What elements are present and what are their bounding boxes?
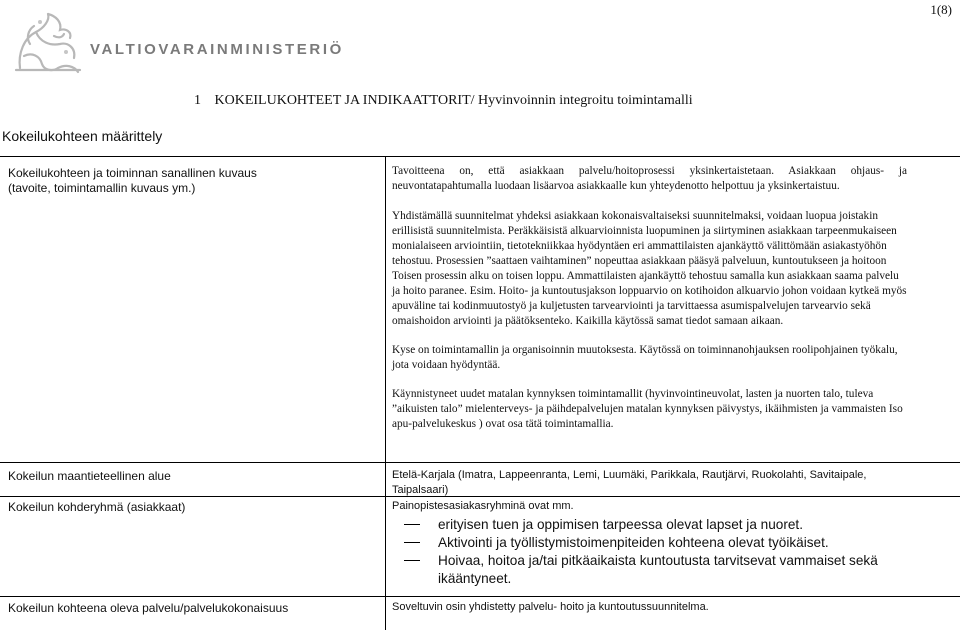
target-group-content — [392, 499, 922, 588]
description-paragraph-3: Kyse on toimintamallin ja organisoinnin muutoksesta. Käytössä on toiminnanohjauksen roolipohjainen työkalu, jota voidaan hyödyntää. — [392, 344, 898, 371]
description-paragraph-2: Yhdistämällä suunnitelmat yhdeksi asiakkaan kokonaisvaltaiseksi suunnitelmaksi, voidaan luopua joistakin erillisistä suunnitelmista. Peräkkäisistä alkuarvioinnista luopuminen ja siirtyminen asiakkaan tarpeenmukaiseen monialaiseen arviointiin, tietotekniikkaa hyödyntäen eri ammattilaisten ajankäyttö välittömään asiakastyöhön tehostuu. Prosessien ”saattaen vaihtaminen” nopeuttaa asiakkaan pääsyä palveluun, kuntoutukseen ja hoitoon Toisen prosessin alku on toisen loppu. Ammattilaisten ajankäyttö tehostuu samalla kun asiakkaan saama palvelu ja hoito paranee. Esim. Hoito- ja kuntoutusjakson loppuarvio on kotihoidon alkuarvio johon voidaan kytkeä myös apuväline tai kodinmuutostyö ja kuljetusten tarvearviointi ja tarvittaessa asumispalvelujen tarvearvio sekä omaishoidon arviointi ja päätöksenteko. Kaikilla käytössä samat tiedot samaan aikaan. — [392, 210, 907, 327]
description-label-line2: (tavoite, toimintamallin kuvaus ym.) — [8, 181, 196, 195]
description-label — [8, 166, 257, 196]
row-divider — [0, 596, 960, 597]
description-paragraph-1: Tavoitteena on, että asiakkaan palvelu/hoitoprosessi yksinkertaistetaan. Asiakkaan ohjaus- ja neuvontatapahtumalla luodaan lisäarvoa asiakkaalle kun yhteydenotto helpottuu ja yksinkertaistuu. — [392, 165, 907, 192]
description-label-line1: Kokeilukohteen ja toiminnan sanallinen kuvaus — [8, 166, 257, 180]
list-item — [392, 516, 922, 534]
column-divider — [385, 157, 386, 630]
document-title — [194, 93, 693, 109]
target-group-label: Kokeilun kohderyhmä (asiakkaat) — [8, 500, 186, 514]
dash-bullet-icon — [404, 524, 420, 525]
row-divider — [0, 462, 960, 463]
lion-emblem-icon — [10, 8, 86, 78]
ministry-logo — [10, 8, 344, 78]
dash-bullet-icon — [404, 542, 420, 543]
list-item-text: Aktivointi ja työllistymistoimenpiteiden kohteena olevat työikäiset. — [438, 535, 829, 550]
title-number: 1 — [194, 93, 201, 108]
area-label: Kokeilun maantieteellinen alue — [8, 469, 171, 483]
list-item-text: erityisen tuen ja oppimisen tarpeessa olevat lapset ja nuoret. — [438, 517, 803, 532]
service-value: Soveltuvin osin yhdistetty palvelu- hoito ja kuntoutussuunnitelma. — [392, 601, 709, 613]
list-item — [392, 552, 922, 588]
description-content — [392, 164, 907, 432]
dash-bullet-icon — [404, 560, 420, 561]
logo-text: VALTIOVARAINMINISTERIÖ — [90, 41, 344, 58]
description-paragraph-4: Käynnistyneet uudet matalan kynnyksen toimintamallit (hyvinvointineuvolat, lasten ja nuorten talo, tuleva ”aikuisten talo” mielenterveys- ja päihdepalvelujen matalan kynnyksen päivystys, ikäihmisten ja vammaisten Iso apu-palvelukeskus ) ovat osa tätä toimintamallia. — [392, 388, 903, 430]
service-label: Kokeilun kohteena oleva palvelu/palvelukokonaisuus — [8, 601, 289, 615]
section-heading: Kokeilukohteen määrittely — [2, 128, 163, 144]
title-text: KOKEILUKOHTEET JA INDIKAATTORIT/ Hyvinvoinnin integroitu toimintamalli — [214, 93, 693, 108]
list-item — [392, 534, 922, 552]
table-top-border — [0, 156, 960, 157]
target-group-list — [392, 516, 922, 588]
page-number: 1(8) — [930, 2, 952, 17]
target-group-intro: Painopistesasiakasryhminä ovat mm. — [392, 500, 574, 512]
area-value: Etelä-Karjala (Imatra, Lappeenranta, Lemi, Luumäki, Parikkala, Rautjärvi, Ruokolahti, Savitaipale, Taipalsaari) — [392, 469, 867, 496]
list-item-text: Hoivaa, hoitoa ja/tai pitkäaikaista kuntoutusta tarvitsevat vammaiset sekä ikääntyneet. — [438, 553, 878, 586]
